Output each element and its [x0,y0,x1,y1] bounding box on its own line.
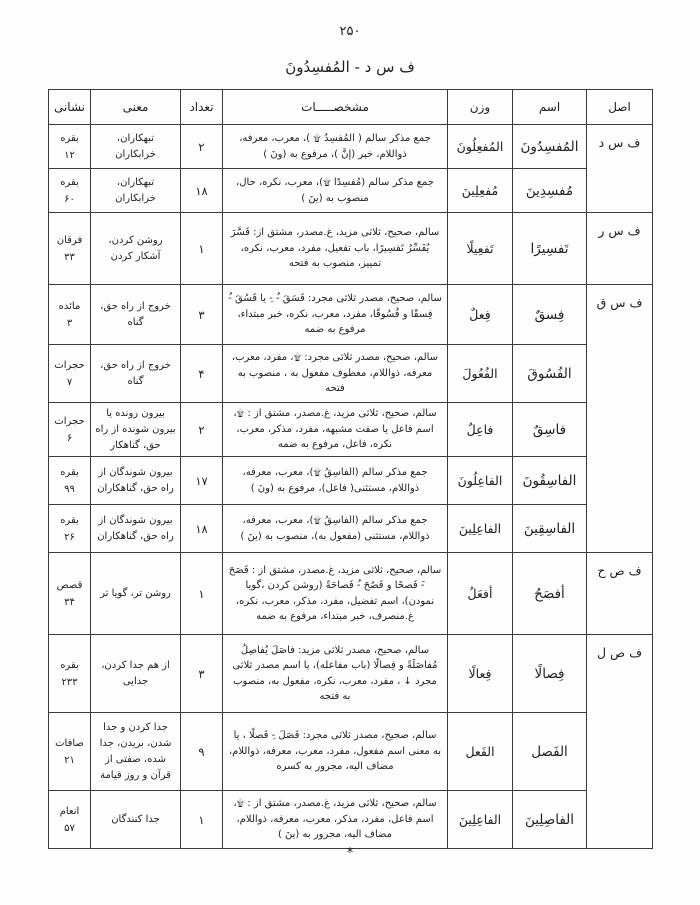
meaning-cell: بيرون شوندگان از راه حق، گناهكاران [91,505,181,553]
page-number: ۲۵۰ [339,24,361,39]
pattern-cell: أفعَلُ [448,553,513,635]
root-cell: ف ص ل [587,635,653,849]
count-cell: ۹ [181,713,223,791]
meaning-cell: روشن تر، گويا تر [91,553,181,635]
reference-aya: ۳ [66,317,73,329]
reference-cell [49,125,91,169]
count-cell: ۴ [181,345,223,403]
word-cell: أفصَحُ [513,553,587,635]
meaning-cell: جدا كنندگان [91,791,181,849]
table-row [49,457,653,505]
header-characteristics: مشخصـــــات [223,90,448,125]
characteristics-cell: سالم، صحيح، مصدر ثلاثى مزيد: فاصَلَ يُفاصِلُ مُفاصَلَةً و فِصالًا (باب مفاعله)، يا اسم مصدر ثلاثى مجرد ↓ ، مفرد، معرب، نكره، مفعول به، منصوب به فتحه [223,635,448,713]
table-row [49,285,653,345]
word-cell: فِسقٌ [513,285,587,345]
meaning-cell: بيرون شوندگان از راه حق، گناهكاران [91,457,181,505]
pattern-cell: مُفعِلِينَ [448,169,513,213]
characteristics-cell: سالم، صحيح، مصدر ثلاثى مجرد: فَصَلَ -ِ فَصلًا ، يا به معنى اسم مفعول، مفرد، معرب، معرفه، ذواللام، مضاف اليه، مجرور به كسره [223,713,448,791]
reference-cell [49,505,91,553]
reference-sura: بقره [60,466,79,478]
pattern-cell: الفاعِلِينَ [448,791,513,849]
footer-asterisk: * [346,846,354,861]
reference-sura: انعام [59,805,80,817]
meaning-cell: خروج از راه حق، گناه [91,345,181,403]
reference-aya: ۵۷ [64,822,75,834]
reference-sura: حجرات [54,415,85,427]
reference-cell [49,635,91,713]
pattern-cell: تَفعِيلًا [448,213,513,285]
characteristics-cell: جمع مذكر سالم (الفاسِقُ ۩)، معرب، معرفه، ذواللام، مستثنى( فاعل)، مرفوع به (ونَ ) [223,457,448,505]
reference-cell [49,553,91,635]
count-cell: ۳ [181,635,223,713]
root-cell: ف س ر [587,213,653,285]
reference-aya: ۷ [66,376,73,388]
word-cell: الفاسِقِينَ [513,505,587,553]
concordance-table-body [49,125,653,849]
reference-sura: حجرات [54,359,85,371]
table-row [49,505,653,553]
reference-cell [49,213,91,285]
reference-cell [49,345,91,403]
reference-sura: بقره [60,132,79,144]
word-cell: فاسِقٌ [513,403,587,457]
count-cell: ۱ [181,553,223,635]
characteristics-cell: جمع مذكر سالم ( المُفسِدُ ۩ )، معرب، معرفه، ذواللام، خبر (إنَّ )، مرفوع به (ونَ ) [223,125,448,169]
reference-sura: مائده [58,300,81,312]
reference-aya: ۶۰ [64,193,75,205]
word-cell: الفَصل [513,713,587,791]
meaning-cell: جدا كردن و جدا شدن، بريدن، جدا شده، صفتى از قرآن و روز قيامة [91,713,181,791]
word-cell: الفاصِلِينَ [513,791,587,849]
meaning-cell: خروج از راه حق، گناه [91,285,181,345]
meaning-cell: از هم جدا كردن، جدايى [91,635,181,713]
pattern-cell: فِعالًا [448,635,513,713]
reference-aya: ۱۲ [64,149,75,161]
count-cell: ۲ [181,125,223,169]
pattern-cell: فاعِلٌ [448,403,513,457]
count-cell: ۳ [181,285,223,345]
reference-sura: بقره [60,659,79,671]
pattern-cell: الفُعُولَ [448,345,513,403]
word-cell: تَفسِيرًا [513,213,587,285]
table-row [49,713,653,791]
header-count: تعداد [181,90,223,125]
reference-aya: ۲۶ [64,531,75,543]
word-cell: مُفسِدِينَ [513,169,587,213]
reference-cell [49,285,91,345]
meaning-cell: روشن كردن، آشكار كردن [91,213,181,285]
table-row [49,403,653,457]
count-cell: ۲ [181,403,223,457]
reference-sura: فرقان [56,234,83,246]
reference-aya: ۹۹ [64,483,75,495]
word-cell: فِصالًا [513,635,587,713]
pattern-cell: فِعلٌ [448,285,513,345]
header-row [49,90,653,125]
header-reference: نشانى [49,90,91,125]
word-cell: الفاسِقُونَ [513,457,587,505]
count-cell: ۱۷ [181,457,223,505]
table-row [49,553,653,635]
table-row [49,345,653,403]
reference-aya: ۶ [66,432,73,444]
root-cell: ف س ق [587,285,653,553]
word-cell: المُفسِدُونَ [513,125,587,169]
pattern-cell: المُفعِلُونَ [448,125,513,169]
pattern-cell: الفاعِلِينَ [448,505,513,553]
reference-cell [49,403,91,457]
reference-aya: ۳۳ [64,251,75,263]
meaning-cell: بيرون رونده يا بيرون شونده از راه حق، گناهكار [91,403,181,457]
header-root: اصل [587,90,653,125]
table-row [49,635,653,713]
reference-sura: قصص [56,579,83,591]
count-cell: ۱ [181,213,223,285]
characteristics-cell: سالم، صحيح، ثلاثى مزيد، غ.مصدر، مشتق از : فَصَحَ -َ فَصحًا و فَصُحَ -ُ فَصاحَةً (روشن كردن ،گويا نمودن)، اسم تفضيل، مفرد، مذكر، معرب، نكره، غ.منصرف، خبر مبتداء، مرفوع به ضمه [223,553,448,635]
page-title: ف س د - المُفسِدُونَ [285,58,415,76]
table-row [49,213,653,285]
characteristics-cell: سالم، صحيح، ثلاثى مزيد، غ.مصدر، مشتق از : ۩، اسم فاعل، مفرد، مذكر، معرب، معرفه، ذواللام، مضاف اليه، مجرور به (ينَ ) [223,791,448,849]
concordance-table [48,89,653,849]
count-cell: ۱ [181,791,223,849]
reference-aya: ۲۳۳ [61,676,78,688]
word-cell: الفُسُوقَ [513,345,587,403]
table-row [49,791,653,849]
reference-cell [49,791,91,849]
reference-cell [49,169,91,213]
meaning-cell: تبهكاران، خرابكاران [91,169,181,213]
characteristics-cell: سالم، صحيح، ثلاثى مزيد، غ.مصدر، مشتق از : ۩، اسم فاعل يا صفت مشبهه، مفرد، مذكر، معرب، نكره، فاعل، مرفوع به ضمه [223,403,448,457]
table-row [49,125,653,169]
count-cell: ۱۸ [181,505,223,553]
characteristics-cell: سالم، صحيح، مصدر ثلاثى مجرد: فَسَقَ -ُ -ِ يا فَسُقَ -ُ فِسقًا و فُسُوقًا، مفرد، معرب، نكره، خبر مبتداء، مرفوع به ضمه [223,285,448,345]
pattern-cell: الفَعل [448,713,513,791]
count-cell: ۱۸ [181,169,223,213]
pattern-cell: الفاعِلُونَ [448,457,513,505]
reference-sura: صافات [55,737,84,749]
root-cell: ف س د [587,125,653,213]
reference-aya: ۳۴ [64,596,75,608]
reference-cell [49,713,91,791]
root-cell: ف ص ح [587,553,653,635]
header-pattern: وزن [448,90,513,125]
reference-sura: بقره [60,176,79,188]
characteristics-cell: جمع مذكر سالم (مُفسِدًا ۩)، معرب، نكره، حال، منصوب به (ينَ ) [223,169,448,213]
characteristics-cell: سالم، صحيح، ثلاثى مزيد، غ.مصدر، مشتق از: فَسَّرَ يُفَسِّرُ تَفسِيرًا، باب تفعيل، مفرد، معرب، نكره، تمييز، منصوب به فتحه [223,213,448,285]
reference-cell [49,457,91,505]
reference-sura: بقره [60,514,79,526]
reference-aya: ۲۱ [64,754,75,766]
meaning-cell: تبهكاران، خرابكاران [91,125,181,169]
characteristics-cell: جمع مذكر سالم (الفاسِقُ ۩)، معرب، معرفه، ذواللام، مستثنى (مفعول به)، منصوب به (ينَ ) [223,505,448,553]
table-row [49,169,653,213]
header-word: اسم [513,90,587,125]
header-meaning: معنى [91,90,181,125]
characteristics-cell: سالم، صحيح، مصدر ثلاثى مجرد: ۩، مفرد، معرب، معرفه، ذواللام، معطوف مفعول به ، منصوب به فتحه [223,345,448,403]
